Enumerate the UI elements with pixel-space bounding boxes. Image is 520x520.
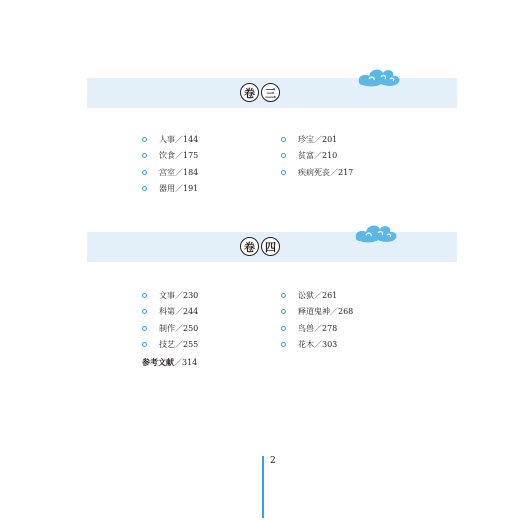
ring-bullet-icon bbox=[281, 326, 286, 331]
toc-entry-label: 器用／191 bbox=[159, 184, 199, 194]
ring-bullet-icon bbox=[281, 342, 286, 347]
toc-entry[interactable] bbox=[142, 148, 198, 165]
ring-bullet-icon bbox=[142, 137, 147, 142]
cloud-icon bbox=[352, 220, 400, 246]
toc-entry[interactable] bbox=[142, 320, 198, 337]
toc-entry-label: 技艺／255 bbox=[159, 340, 199, 350]
toc-entry-label: 文事／230 bbox=[159, 290, 199, 300]
toc-entry[interactable] bbox=[142, 164, 198, 181]
volume-4-title-char: 四 bbox=[261, 237, 280, 256]
ring-bullet-icon bbox=[281, 153, 286, 158]
ring-bullet-icon bbox=[142, 293, 147, 298]
volume-3-title-char: 卷 bbox=[240, 83, 259, 102]
volume-3-title bbox=[240, 83, 280, 102]
cloud-icon bbox=[355, 64, 403, 90]
toc-entry[interactable] bbox=[281, 164, 353, 181]
volume-3-left-list bbox=[142, 131, 198, 197]
toc-entry-label: 宫室／184 bbox=[159, 167, 199, 177]
toc-entry-label: 鸟兽／278 bbox=[298, 323, 338, 333]
toc-entry[interactable] bbox=[281, 131, 353, 148]
ring-bullet-icon bbox=[281, 293, 286, 298]
ring-bullet-icon bbox=[281, 170, 286, 175]
toc-entry[interactable] bbox=[281, 148, 353, 165]
page-number: 2 bbox=[270, 456, 276, 466]
references-label: 参考文献 bbox=[142, 357, 174, 367]
toc-entry-label: 讼狱／261 bbox=[298, 290, 338, 300]
volume-3-right-list bbox=[281, 131, 353, 181]
toc-entry-label: 释道鬼神／268 bbox=[298, 307, 354, 317]
page-divider bbox=[262, 456, 264, 518]
toc-entry[interactable] bbox=[142, 304, 198, 321]
toc-entry[interactable] bbox=[142, 131, 198, 148]
toc-entry-label: 饮食／175 bbox=[159, 151, 199, 161]
toc-entry-label: 花木／303 bbox=[298, 340, 338, 350]
toc-entry-label: 疾病死丧／217 bbox=[298, 167, 354, 177]
toc-entry[interactable] bbox=[281, 304, 353, 321]
ring-bullet-icon bbox=[142, 186, 147, 191]
references-page: ／314 bbox=[174, 358, 198, 367]
toc-entry-label: 制作／250 bbox=[159, 323, 199, 333]
toc-entry[interactable] bbox=[142, 287, 198, 304]
toc-entry[interactable] bbox=[142, 337, 198, 354]
ring-bullet-icon bbox=[142, 309, 147, 314]
ring-bullet-icon bbox=[281, 309, 286, 314]
volume-4-right-list bbox=[281, 287, 353, 353]
toc-entry[interactable] bbox=[281, 287, 353, 304]
ring-bullet-icon bbox=[142, 170, 147, 175]
ring-bullet-icon bbox=[142, 326, 147, 331]
toc-entry-label: 人事／144 bbox=[159, 134, 199, 144]
toc-entry[interactable] bbox=[142, 181, 198, 198]
ring-bullet-icon bbox=[142, 153, 147, 158]
volume-3-title-char: 三 bbox=[261, 83, 280, 102]
volume-4-title-char: 卷 bbox=[240, 237, 259, 256]
ring-bullet-icon bbox=[281, 137, 286, 142]
volume-4-left-list bbox=[142, 287, 198, 353]
toc-entry-label: 科第／244 bbox=[159, 307, 199, 317]
toc-entry[interactable] bbox=[281, 320, 353, 337]
volume-4-title bbox=[240, 237, 280, 256]
references-entry[interactable] bbox=[142, 357, 197, 368]
toc-entry[interactable] bbox=[281, 337, 353, 354]
ring-bullet-icon bbox=[142, 342, 147, 347]
toc-entry-label: 珍宝／201 bbox=[298, 134, 338, 144]
toc-entry-label: 贫富／210 bbox=[298, 151, 338, 161]
